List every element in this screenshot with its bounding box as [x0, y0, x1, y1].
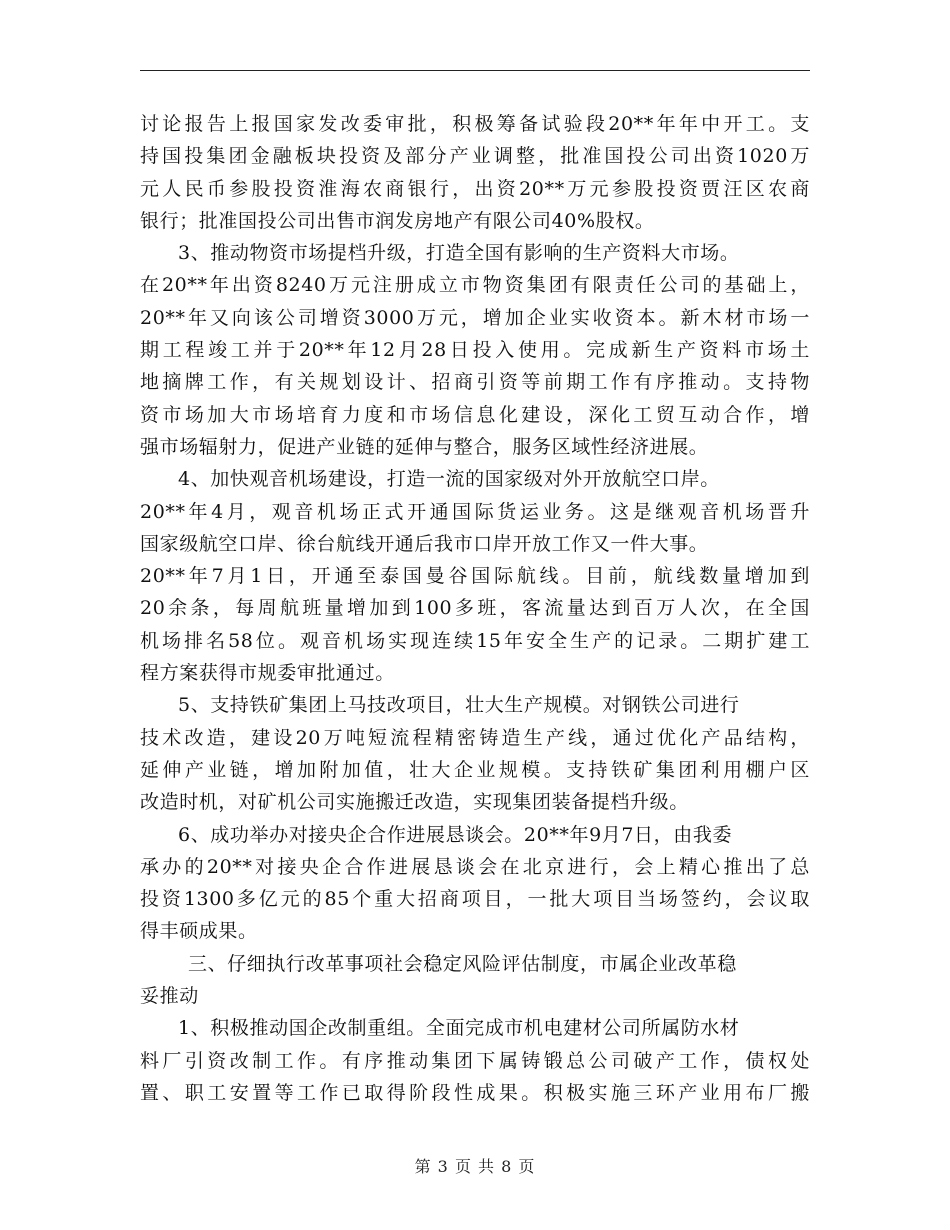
text-line: 资市场加大市场培育力度和市场信息化建设，深化工贸互动合作，增 — [140, 403, 810, 426]
text-line: 投资1300多亿元的85个重大招商项目，一批大项目当场签约，会议取 — [140, 888, 810, 911]
text-line: 20**年4月，观音机场正式开通国际货运业务。这是继观音机场晋升 — [140, 500, 810, 523]
text-line: 地摘牌工作，有关规划设计、招商引资等前期工作有序推动。支持物 — [140, 371, 810, 394]
text-line: 20余条，每周航班量增加到100多班，客流量达到百万人次，在全国 — [140, 597, 810, 620]
text-line: 元人民币参股投资淮海农商银行，出资20**万元参股投资贾汪区农商 — [140, 177, 810, 200]
text-line: 银行；批准国投公司出售市润发房地产有限公司40%股权。 — [140, 209, 655, 232]
header-rule — [140, 70, 810, 71]
text-line: 得丰硕成果。 — [140, 920, 258, 943]
text-line: 强市场辐射力，促进产业链的延伸与整合，服务区域性经济进展。 — [140, 435, 709, 458]
text-line: 机场排名58位。观音机场实现连续15年安全生产的记录。二期扩建工 — [140, 629, 810, 652]
text-line: 3、推动物资市场提档升级，打造全国有影响的生产资料大市场。 — [178, 242, 740, 265]
text-line: 妥推动 — [140, 985, 199, 1008]
text-line: 4、加快观音机场建设，打造一流的国家级对外开放航空口岸。 — [178, 468, 720, 491]
text-line: 20**年7月1日，开通至泰国曼谷国际航线。目前，航线数量增加到 — [140, 565, 810, 588]
text-line: 延伸产业链，增加附加值，壮大企业规模。支持铁矿集团利用棚户区 — [140, 758, 810, 781]
text-line: 讨论报告上报国家发改委审批，积极筹备试验段20**年年中开工。支 — [140, 113, 810, 135]
text-line: 国家级航空口岸、徐台航线开通后我市口岸开放工作又一件大事。 — [140, 532, 709, 555]
text-line: 1、积极推动国企改制重组。全面完成市机电建材公司所属防水材 — [178, 1017, 740, 1040]
text-line: 在20**年出资8240万元注册成立市物资集团有限责任公司的基础上， — [140, 274, 810, 297]
text-line: 置、职工安置等工作已取得阶段性成果。积极实施三环产业用布厂搬 — [140, 1081, 810, 1104]
document-body — [140, 108, 810, 1109]
text-line: 期工程竣工并于20**年12月28日投入使用。完成新生产资料市场土 — [140, 339, 810, 362]
page-number-footer: 第 3 页 共 8 页 — [414, 1157, 536, 1176]
text-line: 持国投集团金融板块投资及部分产业调整，批准国投公司出资1020万 — [140, 145, 810, 168]
text-line: 改造时机，对矿机公司实施搬迁改造，实现集团装备提档升级。 — [140, 791, 689, 814]
text-line: 料厂引资改制工作。有序推动集团下属铸锻总公司破产工作，债权处 — [140, 1049, 810, 1072]
text-line: 承办的20**对接央企合作进展恳谈会在北京进行，会上精心推出了总 — [140, 855, 810, 878]
text-line: 6、成功举办对接央企合作进展恳谈会。20**年9月7日，由我委 — [178, 823, 733, 846]
text-line: 20**年又向该公司增资3000万元，增加企业实收资本。新木材市场一 — [140, 306, 810, 329]
text-line: 三、仔细执行改革事项社会稳定风险评估制度，市属企业改革稳 — [188, 952, 737, 975]
text-line: 程方案获得市规委审批通过。 — [140, 662, 395, 685]
text-line: 技术改造，建设20万吨短流程精密铸造生产线，通过优化产品结构， — [140, 726, 810, 749]
text-line: 5、支持铁矿集团上马技改项目，壮大生产规模。对钢铁公司进行 — [178, 694, 740, 717]
